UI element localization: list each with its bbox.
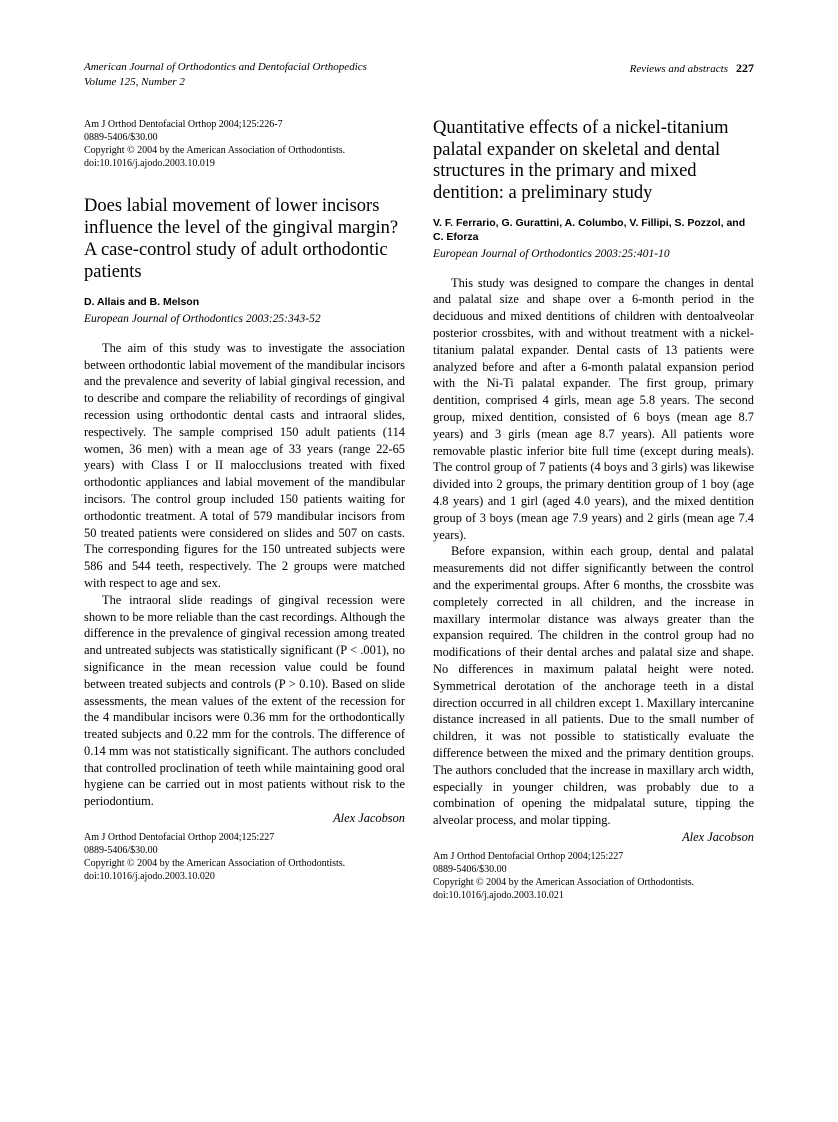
journal-name-block	[84, 60, 367, 90]
abstract-paragraph: The aim of this study was to investigate the association between orthodontic labial movement of the mandibular incisors and the prevalence and severity of labial gingival recession, and to describe and compare the reliability of recordings of gingival recession using orthodontic dental casts and intraoral slides, respectively. The sample comprised 150 adult patients (114 women, 36 men) with a mean age of 33 years (range 22-65 years) with Class I or II malocclusions treated with fixed orthodontic appliances and labial movement of the mandibular incisors. The control group included 150 patients waiting for orthodontic treatment. A total of 579 mandibular incisors from 50 treated patients were considered on slides and 507 on casts. The corresponding figures for the 150 untreated subjects were 586 and 544 teeth, respectively. The 2 groups were matched with respect to age and sex.	[84, 340, 405, 590]
two-column-layout	[84, 118, 754, 903]
page-number: 227	[736, 61, 754, 75]
left-column	[84, 118, 405, 884]
abstract-paragraph: Before expansion, within each group, dental and palatal measurements did not differ significantly between the control and the experimental groups. After 6 months, the crossbite was completely corrected in all children, and the increase in maxillary intermolar distance was always greater than the expansion required. The children in the control group had no modifications of their dental arches and palatal size and shape. No differences in maximum palatal height were noted. Symmetrical derotation of the anchorage teeth in a distal direction occurred in all children except 1. Maxillary intercanine distance increased in all patients. Due to the small number of children, it was not possible to statistically evaluate the difference between the mixed and the primary dentition groups. The authors concluded that the increase in maxillary arch width, especially in younger children, was probably due to a combination of opening the midpalatal suture, tipping the alveolar process, and molar tipping.	[433, 544, 754, 828]
journal-name: American Journal of Orthodontics and Dentofacial Orthopedics	[84, 61, 367, 73]
citation-line: doi:10.1016/j.ajodo.2003.10.021	[433, 890, 564, 902]
section-page-block	[630, 60, 754, 77]
abstract-source-left: European Journal of Orthodontics 2003:25:343-52	[84, 313, 321, 326]
citation-line: Copyright © 2004 by the American Association of Orthodontists.	[84, 145, 346, 157]
abstract-paragraph: The intraoral slide readings of gingival recession were shown to be more reliable than the cast recordings. Although the difference in the prevalence of gingival recession among treated and untreated subjects was statistically significant (P < .001), no significance in the mean recession value could be found between treated subjects and controls (P > 0.10). Based on slide assessments, the mean values of the extent of the recession for the 4 mandibular incisors were 0.36 mm for the orthodontically treated subjects and 0.22 mm for the controls. The difference of 0.14 mm was not statistically significant. The authors concluded that controlled proclination of teeth while maintaining good oral hygiene can be carried out in most patients without risk to the periodontium.	[84, 592, 405, 809]
citation-line: Copyright © 2004 by the American Association of Orthodontists.	[84, 858, 346, 870]
citation-line: Am J Orthod Dentofacial Orthop 2004;125:227	[84, 831, 275, 843]
abstract-authors-right: V. F. Ferrario, G. Gurattini, A. Columbo, V. Fillipi, S. Pozzol, and C. Eforza	[433, 217, 746, 243]
reviewer-signature-right: Alex Jacobson	[682, 829, 754, 844]
right-column	[433, 118, 754, 903]
citation-line: Copyright © 2004 by the American Association of Orthodontists.	[433, 877, 695, 889]
citation-line: doi:10.1016/j.ajodo.2003.10.019	[84, 158, 215, 170]
abstract-source-right: European Journal of Orthodontics 2003:25:401-10	[433, 248, 670, 261]
abstract-body-right	[433, 275, 754, 829]
citation-line: doi:10.1016/j.ajodo.2003.10.020	[84, 871, 215, 883]
citation-block-bottom-right	[433, 850, 754, 903]
citation-block-bottom-left	[84, 831, 405, 884]
abstract-paragraph: This study was designed to compare the changes in dental and palatal size and shape over a 6-month period in the deciduous and mixed dentitions of children with dentoalveolar posterior crossbites, with and without treatment with a nickel-titanium palatal expander. Dental casts of 13 patients were analyzed before and after a 6-month palatal expansion period with the Ni-Ti palatal expander. The first group, primary dentition, comprised 4 girls, mean age 5.8 years. The second group, mixed dentition, consisted of 6 boys (mean age 8.7 years) and 3 girls (mean age 8.7 years). All patients wore removable plastic inferior bite full time (except during meals). The control group of 7 patients (4 boys and 3 girls) was likewise divided into 2 groups, the primary dentition group of 1 boy (age 4.8 years) and 1 girl (aged 4.0 years), and the mixed dentition group of 3 boys (mean age 7.9 years) and 2 girls (mean age 7.4 years).	[433, 275, 754, 542]
citation-line: Am J Orthod Dentofacial Orthop 2004;125:226-7	[84, 118, 283, 130]
running-head	[84, 60, 754, 90]
abstract-title-left: Does labial movement of lower incisors influence the level of the gingival margin? A case-control study of adult orthodontic patients	[84, 196, 399, 282]
abstract-title-right: Quantitative effects of a nickel-titanium palatal expander on skeletal and dental structures in the primary and mixed dentition: a preliminary study	[433, 117, 729, 204]
journal-volume: Volume 125, Number 2	[84, 75, 185, 88]
abstract-authors-left: D. Allais and B. Melson	[84, 295, 200, 308]
citation-line: 0889-5406/$30.00	[84, 845, 158, 857]
citation-line: 0889-5406/$30.00	[433, 863, 507, 875]
section-title: Reviews and abstracts	[629, 63, 728, 75]
citation-line: Am J Orthod Dentofacial Orthop 2004;125:227	[433, 850, 624, 862]
citation-line: 0889-5406/$30.00	[84, 131, 158, 143]
citation-block-top-left	[84, 118, 405, 171]
abstract-body-left	[84, 340, 405, 810]
reviewer-signature-left: Alex Jacobson	[333, 811, 405, 826]
